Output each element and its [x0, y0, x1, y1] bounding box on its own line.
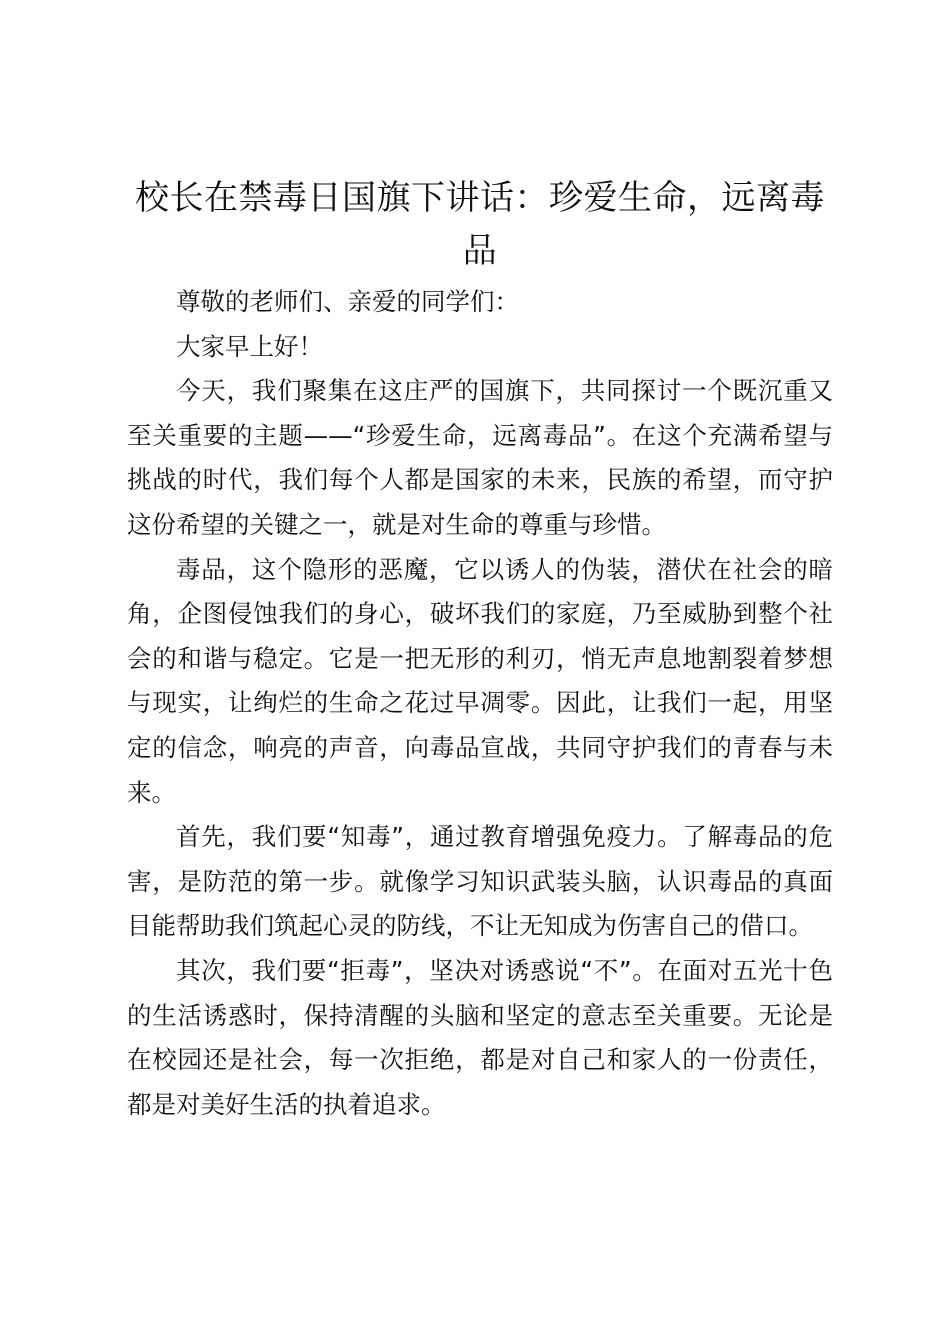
greeting-paragraph: 大家早上好！: [176, 331, 323, 361]
refuse-drugs-paragraph: 其次，我们要“拒毒”，坚决对诱惑说“不”。在面对五光十色的生活诱惑时，保持清醒的头脑和坚定的意志至关重要。无论是在校园还是社会，每一次拒绝，都是对自己和家人的一份责任，都是对美好生活的执着追求。: [127, 955, 833, 1119]
know-drugs-paragraph: 首先，我们要“知毒”，通过教育增强免疫力。了解毒品的危害，是防范的第一步。就像学习知识武装头脑，认识毒品的真面目能帮助我们筑起心灵的防线，不让无知成为伤害自己的借口。: [127, 822, 833, 941]
intro-paragraph: 今天，我们聚集在这庄严的国旗下，共同探讨一个既沉重又至关重要的主题——“珍爱生命，远离毒品”。在这个充满希望与挑战的时代，我们每个人都是国家的未来，民族的希望，而守护这份希望的关键之一，就是对生命的尊重与珍惜。: [127, 376, 833, 539]
drug-danger-paragraph: 毒品，这个隐形的恶魔，它以诱人的伪装，潜伏在社会的暗角，企图侵蚀我们的身心，破坏我们的家庭，乃至威胁到整个社会的和谐与稳定。它是一把无形的利刃，悄无声息地割裂着梦想与现实，让绚烂的生命之花过早凋零。因此，让我们一起，用坚定的信念，响亮的声音，向毒品宣战，共同守护我们的青春与未来。: [127, 554, 833, 807]
document-body: [127, 172, 833, 1127]
document-title: 校长在禁毒日国旗下讲话：珍爱生命，远离毒品: [135, 178, 825, 271]
salutation-paragraph: 尊敬的老师们、亲爱的同学们：: [176, 287, 519, 316]
